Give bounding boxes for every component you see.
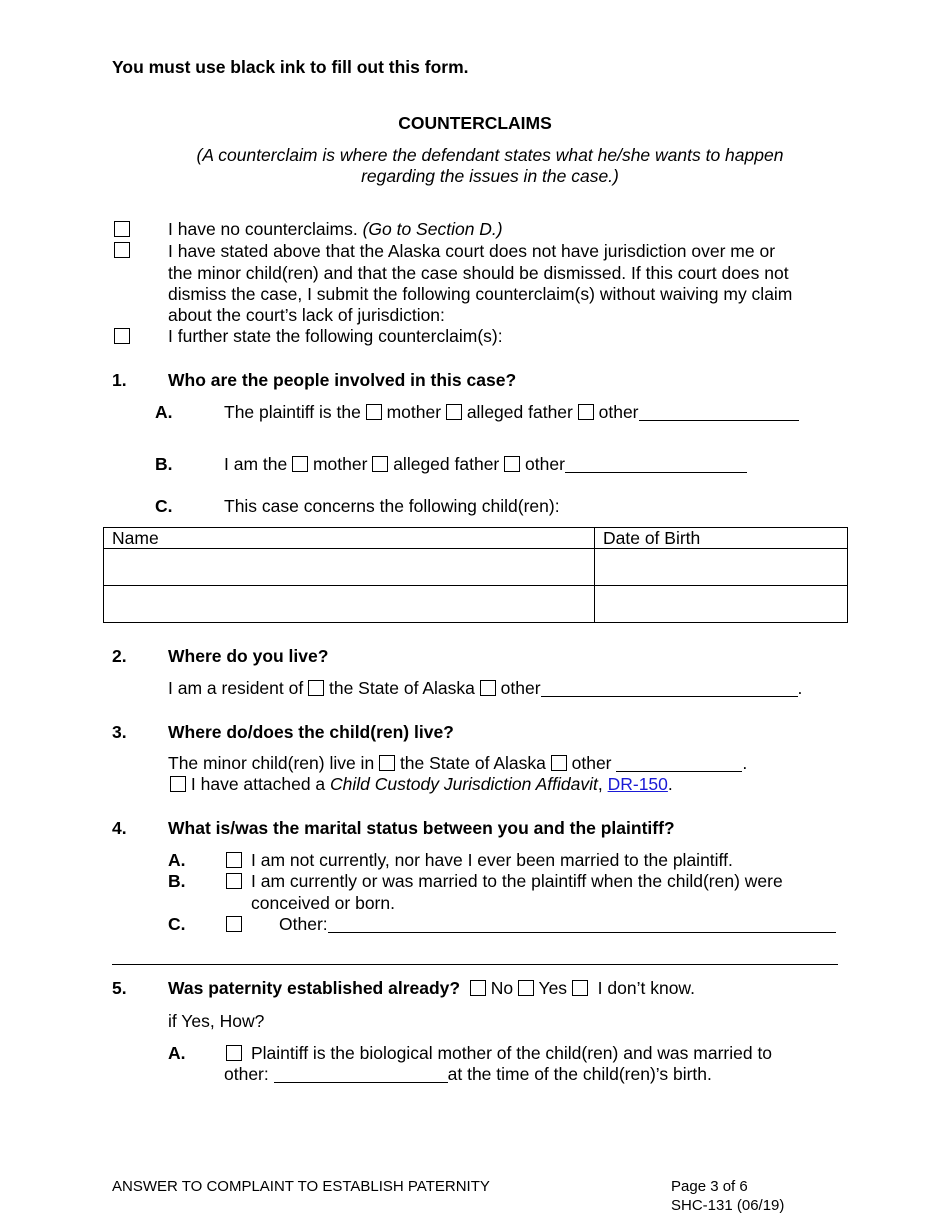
section-subtitle-line1: (A counterclaim is where the defendant states what he/she wants to happen (196, 145, 784, 165)
q2-question: Where do you live? (168, 646, 329, 666)
section-subtitle-line2: regarding the issues in the case.) (361, 166, 619, 186)
further-counterclaims-label: I further state the following counterclaim(s): (168, 326, 503, 346)
q1a-mother-checkbox[interactable] (366, 404, 382, 420)
q3-row (168, 753, 747, 775)
child-name-cell[interactable] (104, 549, 595, 586)
q1a-alleged-father-checkbox[interactable] (446, 404, 462, 420)
q5-no-checkbox[interactable] (470, 980, 486, 996)
footer-form-code: SHC-131 (06/19) (671, 1197, 785, 1214)
child-name-cell[interactable] (104, 586, 595, 623)
q2-other-field[interactable] (541, 680, 798, 697)
q4c-checkbox[interactable] (226, 916, 242, 932)
q1a-other-field[interactable] (639, 404, 799, 421)
q5-number: 5. (112, 978, 127, 998)
child-dob-cell[interactable] (595, 549, 848, 586)
further-counterclaims-checkbox[interactable] (114, 328, 130, 344)
q3-end: . (742, 753, 748, 773)
q4b-checkbox[interactable] (226, 873, 242, 889)
q2-alaska-label: the State of Alaska (328, 678, 475, 698)
q1b-row (224, 454, 747, 476)
q1c-letter: C. (155, 496, 173, 516)
q1b-alleged-father-checkbox[interactable] (372, 456, 388, 472)
q1a-mother-label: mother (386, 402, 442, 422)
q1b-mother-checkbox[interactable] (292, 456, 308, 472)
q1b-letter: B. (155, 454, 173, 474)
q4c-letter: C. (168, 914, 186, 934)
q3-period: . (667, 774, 673, 794)
section-title: COUNTERCLAIMS (398, 113, 552, 133)
q5-dont-know-checkbox[interactable] (572, 980, 588, 996)
q2-number: 2. (112, 646, 127, 666)
q5a-text-line1: Plaintiff is the biological mother of the child(ren) and was married to (251, 1043, 773, 1063)
q1b-prefix: I am the (224, 454, 288, 474)
q5a-letter: A. (168, 1043, 186, 1063)
q4b-text-line2: conceived or born. (251, 893, 395, 913)
q3-prefix: The minor child(ren) live in (168, 753, 375, 773)
q2-prefix: I am a resident of (168, 678, 304, 698)
q2-end: . (797, 678, 803, 698)
q3-attached-checkbox[interactable] (170, 776, 186, 792)
name-column-header: Name (104, 528, 595, 549)
jurisdiction-text-line1: I have stated above that the Alaska court does not have jurisdiction over me or (168, 241, 776, 261)
q2-row (168, 678, 802, 700)
q5a-checkbox[interactable] (226, 1045, 242, 1061)
q3-alaska-checkbox[interactable] (379, 755, 395, 771)
q1-number: 1. (112, 370, 127, 390)
q3-affidavit-title: Child Custody Jurisdiction Affidavit (330, 774, 598, 794)
no-counterclaims-checkbox[interactable] (114, 221, 130, 237)
q1b-other-checkbox[interactable] (504, 456, 520, 472)
q4c-other-field[interactable] (328, 916, 836, 933)
q5-if-yes: if Yes, How? (168, 1011, 265, 1031)
q5-no-label: No (490, 978, 514, 998)
q3-question: Where do/does the child(ren) live? (168, 722, 454, 742)
q1b-other-label: other (525, 454, 565, 474)
q5-dont-know-label: I don’t know. (597, 978, 695, 998)
q1a-row (224, 402, 799, 424)
q1a-other-label: other (598, 402, 639, 422)
no-counterclaims-note: (Go to Section D.) (362, 219, 503, 239)
q1-question: Who are the people involved in this case? (168, 370, 517, 390)
q1b-other-field[interactable] (565, 456, 747, 473)
q5-yes-checkbox[interactable] (518, 980, 534, 996)
q5-row (168, 978, 695, 1000)
q4b-text-line1: I am currently or was married to the plaintiff when the child(ren) were (251, 871, 783, 891)
q5-question: Was paternity established already? (168, 978, 461, 998)
q5a-other-field[interactable] (274, 1066, 448, 1083)
q3-alaska-label: the State of Alaska (399, 753, 546, 773)
table-row (104, 549, 848, 586)
q5-yes-label: Yes (538, 978, 568, 998)
q3-attached-row (170, 774, 673, 796)
q2-alaska-checkbox[interactable] (308, 680, 324, 696)
q1a-alleged-father-label: alleged father (466, 402, 573, 422)
q4a-text: I am not currently, nor have I ever been married to the plaintiff. (251, 850, 733, 870)
dr-150-link[interactable]: DR-150 (607, 774, 668, 794)
q4c-label: Other: (279, 914, 328, 934)
q4-question: What is/was the marital status between you and the plaintiff? (168, 818, 675, 838)
section-divider (112, 964, 838, 965)
q5a-text-end: at the time of the child(ren)’s birth. (447, 1064, 712, 1084)
q3-other-checkbox[interactable] (551, 755, 567, 771)
q4a-checkbox[interactable] (226, 852, 242, 868)
q4b-letter: B. (168, 871, 186, 891)
q5a-other-label: other: (224, 1064, 269, 1084)
jurisdiction-checkbox[interactable] (114, 242, 130, 258)
q1a-prefix: The plaintiff is the (224, 402, 361, 422)
q2-other-checkbox[interactable] (480, 680, 496, 696)
no-counterclaims-label: I have no counterclaims. (168, 219, 358, 239)
q2-other-label: other (500, 678, 541, 698)
footer-page-number: Page 3 of 6 (671, 1178, 748, 1195)
table-row (104, 586, 848, 623)
q3-other-label: other (571, 753, 612, 773)
q3-comma: , (597, 774, 603, 794)
dob-column-header: Date of Birth (595, 528, 848, 549)
q5a-row2 (224, 1064, 712, 1086)
q4-number: 4. (112, 818, 127, 838)
q1a-letter: A. (155, 402, 173, 422)
child-dob-cell[interactable] (595, 586, 848, 623)
q4a-letter: A. (168, 850, 186, 870)
jurisdiction-text-line4: about the court’s lack of jurisdiction: (168, 305, 445, 325)
jurisdiction-text-line3: dismiss the case, I submit the following counterclaim(s) without waiving my claim (168, 284, 793, 304)
q3-number: 3. (112, 722, 127, 742)
q1c-text: This case concerns the following child(ren): (224, 496, 560, 516)
jurisdiction-text-line2: the minor child(ren) and that the case should be dismissed. If this court does not (168, 263, 789, 283)
children-table-header (104, 528, 848, 549)
q3-attached-prefix: I have attached a (190, 774, 326, 794)
header-note: You must use black ink to fill out this form. (112, 57, 469, 77)
q3-other-field[interactable] (616, 755, 742, 772)
q1b-mother-label: mother (312, 454, 368, 474)
q1a-other-checkbox[interactable] (578, 404, 594, 420)
q1b-alleged-father-label: alleged father (393, 454, 500, 474)
q4c-row (279, 914, 836, 936)
no-counterclaims-option (168, 219, 503, 241)
footer-form-title: ANSWER TO COMPLAINT TO ESTABLISH PATERNITY (112, 1178, 490, 1195)
children-table (103, 527, 848, 623)
